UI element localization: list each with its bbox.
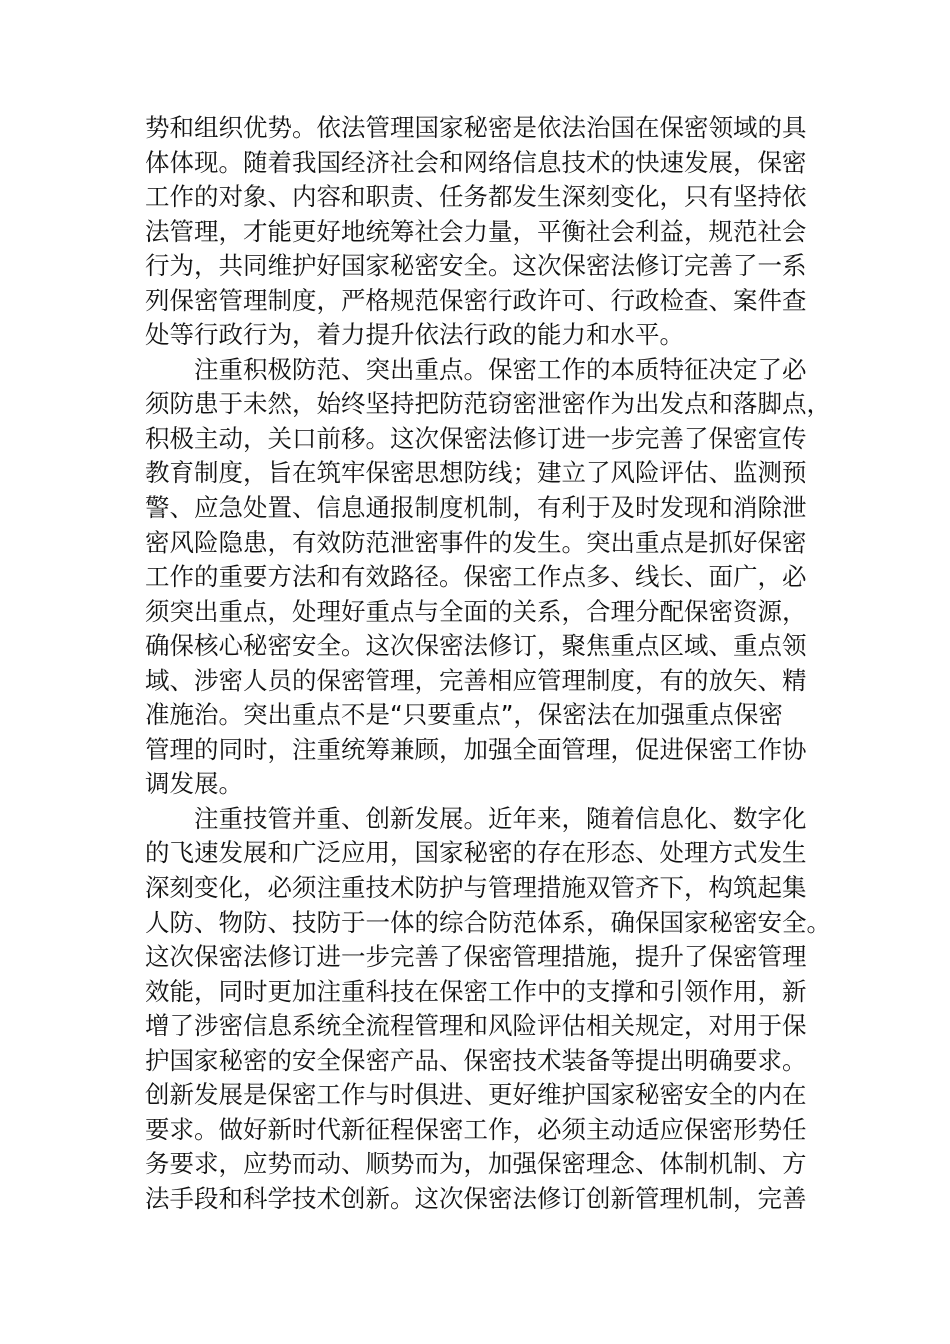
text-line: 注重技管并重、创新发展。近年来，随着信息化、数字化 xyxy=(145,803,807,833)
text-line: 域、涉密人员的保密管理，完善相应管理制度，有的放矢、精 xyxy=(145,665,807,695)
text-line: 深刻变化，必须注重技术防护与管理措施双管齐下，构筑起集 xyxy=(145,873,807,903)
text-line: 密风险隐患，有效防范泄密事件的发生。突出重点是抓好保密 xyxy=(145,527,807,557)
text-line: 增了涉密信息系统全流程管理和风险评估相关规定，对用于保 xyxy=(145,1011,807,1041)
text-line: 法管理，才能更好地统筹社会力量，平衡社会利益，规范社会 xyxy=(145,216,807,246)
text-line: 行为，共同维护好国家秘密安全。这次保密法修订完善了一系 xyxy=(145,251,807,281)
text-line: 势和组织优势。依法管理国家秘密是依法治国在保密领域的具 xyxy=(145,113,807,142)
text-line: 要求。做好新时代新征程保密工作，必须主动适应保密形势任 xyxy=(145,1114,807,1144)
text-line: 调发展。 xyxy=(145,769,243,799)
text-line: 管理的同时，注重统筹兼顾，加强全面管理，促进保密工作协 xyxy=(145,734,807,764)
text-line: 体体现。随着我国经济社会和网络信息技术的快速发展，保密 xyxy=(145,147,807,177)
text-line: 效能，同时更加注重科技在保密工作中的支撑和引领作用，新 xyxy=(145,976,807,1006)
text-line: 积极主动，关口前移。这次保密法修订进一步完善了保密宣传 xyxy=(145,423,807,453)
text-line: 须防患于未然，始终坚持把防范窃密泄密作为出发点和落脚点， xyxy=(145,389,831,419)
text-line: 护国家秘密的安全保密产品、保密技术装备等提出明确要求。 xyxy=(145,1045,807,1075)
text-line: 教育制度，旨在筑牢保密思想防线；建立了风险评估、监测预 xyxy=(145,458,807,488)
text-line: 须突出重点，处理好重点与全面的关系，合理分配保密资源， xyxy=(145,596,807,626)
text-line: 警、应急处置、信息通报制度机制，有利于及时发现和消除泄 xyxy=(145,493,807,523)
text-line: 的飞速发展和广泛应用，国家秘密的存在形态、处理方式发生 xyxy=(145,838,807,868)
text-line: 务要求，应势而动、顺势而为，加强保密理念、体制机制、方 xyxy=(145,1149,807,1179)
text-line: 工作的重要方法和有效路径。保密工作点多、线长、面广，必 xyxy=(145,562,807,592)
text-line: 准施治。突出重点不是“只要重点”，保密法在加强重点保密 xyxy=(145,700,783,730)
text-line: 确保核心秘密安全。这次保密法修订，聚焦重点区域、重点领 xyxy=(145,631,807,661)
text-line: 这次保密法修订进一步完善了保密管理措施，提升了保密管理 xyxy=(145,942,807,972)
text-line: 工作的对象、内容和职责、任务都发生深刻变化，只有坚持依 xyxy=(145,182,807,212)
text-line: 法手段和科学技术创新。这次保密法修订创新管理机制，完善 xyxy=(145,1183,807,1213)
document-body xyxy=(145,111,831,1217)
text-line: 处等行政行为，着力提升依法行政的能力和水平。 xyxy=(145,320,684,350)
text-line: 人防、物防、技防于一体的综合防范体系，确保国家秘密安全。 xyxy=(145,907,831,937)
text-line: 创新发展是保密工作与时俱进、更好维护国家秘密安全的内在 xyxy=(145,1080,807,1110)
text-line: 列保密管理制度，严格规范保密行政许可、行政检查、案件查 xyxy=(145,285,807,315)
text-line: 注重积极防范、突出重点。保密工作的本质特征决定了必 xyxy=(145,354,807,384)
